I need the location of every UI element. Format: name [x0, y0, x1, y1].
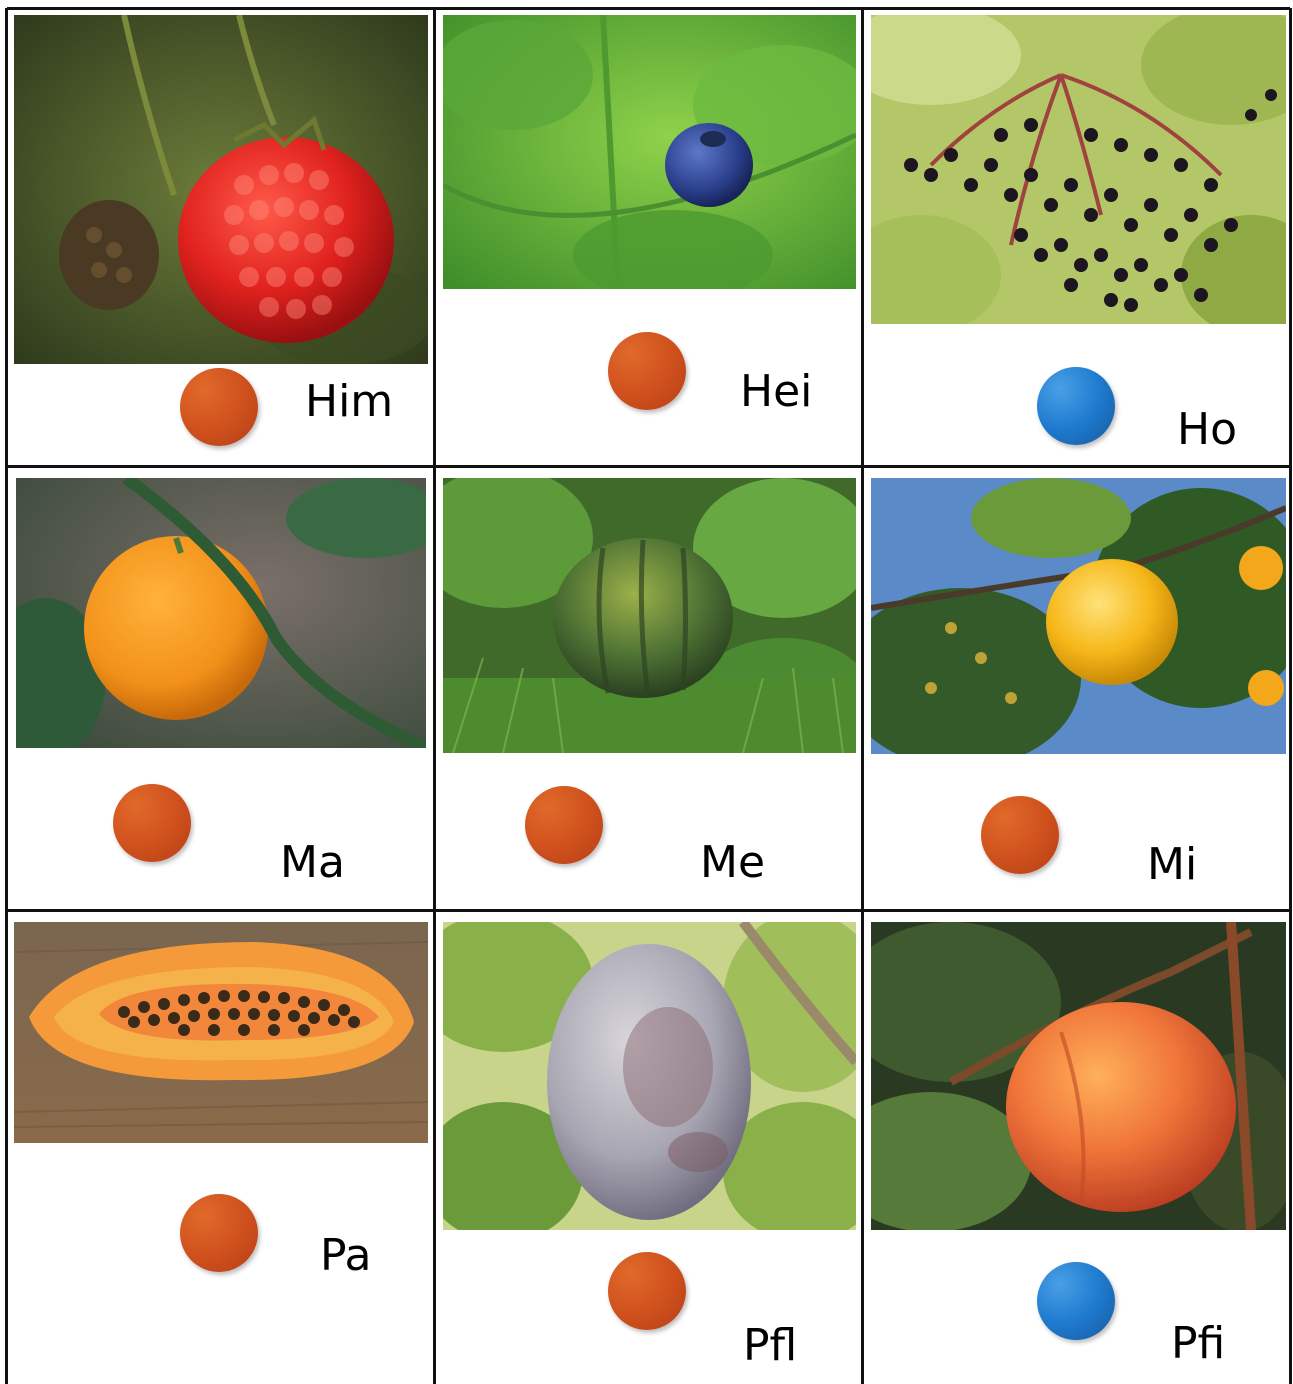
- blueberry-photo: [443, 15, 856, 289]
- blue-dot: [1037, 1262, 1115, 1340]
- card-label: Pfl: [743, 1320, 798, 1371]
- card-him: [0, 0, 433, 465]
- card-pa: [0, 912, 433, 1384]
- card-mi: [861, 468, 1289, 909]
- card-ma: [0, 468, 433, 909]
- red-dot: [180, 368, 258, 446]
- card-pfi: [861, 912, 1289, 1384]
- raspberry-photo: [14, 15, 428, 364]
- red-dot: [608, 332, 686, 410]
- grid-line-right: [1289, 8, 1292, 1384]
- card-label: Pa: [320, 1230, 372, 1281]
- card-label: Pfi: [1171, 1318, 1226, 1369]
- card-label: Ho: [1177, 404, 1238, 455]
- red-dot: [180, 1194, 258, 1272]
- mirabelle-photo: [871, 478, 1286, 754]
- card-label: Hei: [740, 366, 813, 417]
- card-ho: [861, 0, 1289, 465]
- card-label: Me: [700, 837, 766, 888]
- peach-photo: [871, 922, 1286, 1230]
- card-label: Mi: [1147, 839, 1198, 890]
- blue-dot: [1037, 367, 1115, 445]
- card-label: Ma: [280, 837, 345, 888]
- red-dot: [608, 1252, 686, 1330]
- card-hei: [433, 0, 861, 465]
- red-dot: [525, 786, 603, 864]
- elderberry-photo: [871, 15, 1286, 324]
- red-dot: [113, 784, 191, 862]
- papaya-photo: [14, 922, 428, 1143]
- card-me: [433, 468, 861, 909]
- card-label: Him: [305, 376, 394, 427]
- red-dot: [981, 796, 1059, 874]
- mandarin-photo: [16, 478, 426, 748]
- plum-photo: [443, 922, 856, 1230]
- melon-photo: [443, 478, 856, 753]
- card-pfl: [433, 912, 861, 1384]
